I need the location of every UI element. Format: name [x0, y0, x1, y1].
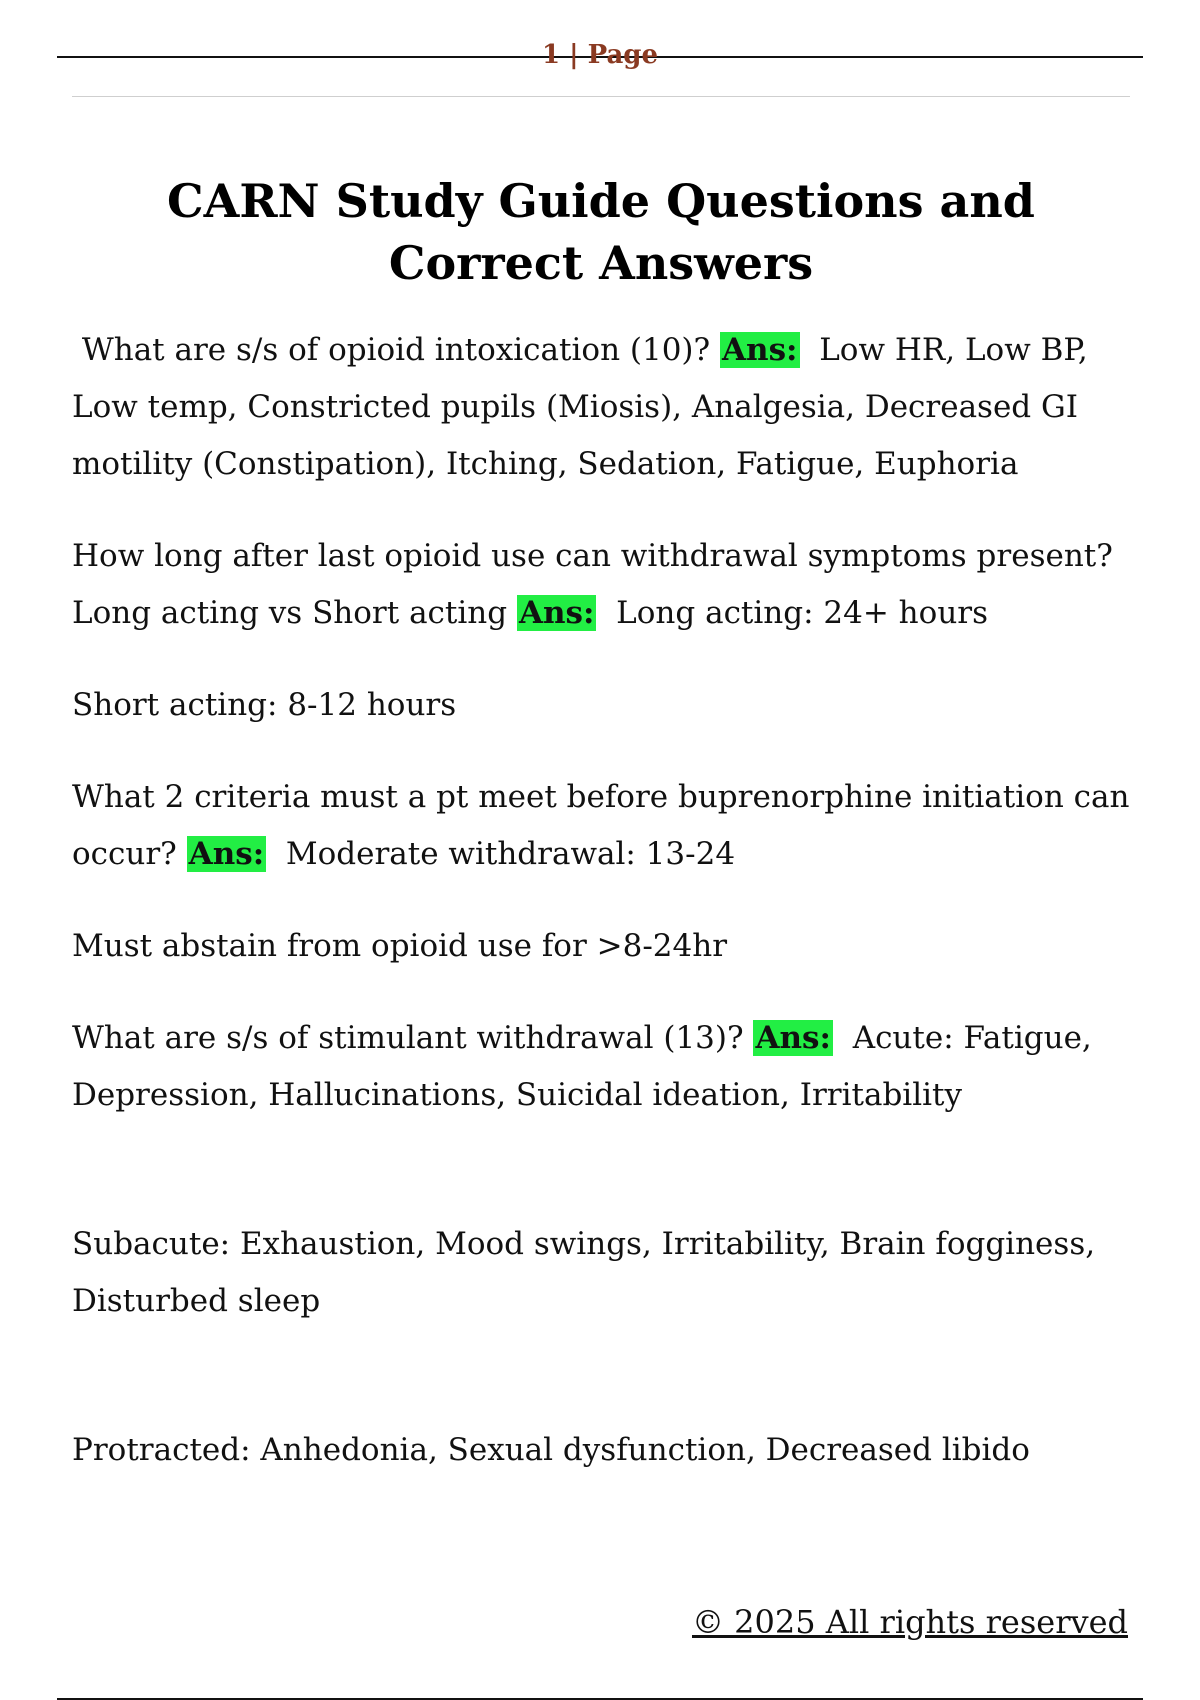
answer-marker: Ans: [755, 1020, 831, 1056]
answer-text: Acute: Fatigue, Depression, Hallucinations, Suicidal ideation, Irritability [72, 1020, 1092, 1113]
document-title: CARN Study Guide Questions and Correct Answers [167, 174, 1035, 290]
qa-entry-4 [72, 1010, 1132, 1124]
question-text: What are s/s of stimulant withdrawal (13)? [72, 1020, 744, 1056]
document-body [72, 322, 1132, 1514]
answer-marker: Ans: [722, 332, 798, 368]
question-text: What 2 criteria must a pt meet before buprenorphine initiation can occur? [72, 779, 1130, 872]
answer-continuation: Short acting: 8-12 hours [72, 687, 457, 723]
copyright-notice: © 2025 All rights reserved [692, 1603, 1128, 1641]
answer-marker: Ans: [188, 836, 265, 872]
question-text: How long after last opioid use can withdrawal symptoms present? Long acting vs Short acting [72, 538, 1113, 631]
answer-continuation: Must abstain from opioid use for >8-24hr [72, 928, 728, 964]
answer-text: Moderate withdrawal: 13-24 [285, 836, 736, 872]
answer-text: Low HR, Low BP, Low temp, Constricted pupils (Miosis), Analgesia, Decreased GI motility (Constipation), Itching, Sedation, Fatigue, Euphoria [72, 332, 1088, 482]
question-text: What are s/s of opioid intoxication (10)? [81, 332, 711, 368]
qa-entry-3 [72, 769, 1132, 883]
header-divider [72, 96, 1130, 97]
answer-marker: Ans: [518, 595, 595, 631]
qa-entry-2 [72, 528, 1132, 642]
answer-text: Long acting: 24+ hours [616, 595, 989, 631]
qa-entry-1 [72, 322, 1132, 493]
answer-continuation: Protracted: Anhedonia, Sexual dysfunction, Decreased libido [72, 1432, 1030, 1468]
answer-continuation: Subacute: Exhaustion, Mood swings, Irritability, Brain fogginess, Disturbed sleep [72, 1226, 1096, 1319]
page-number: 1 | Page [541, 40, 659, 70]
